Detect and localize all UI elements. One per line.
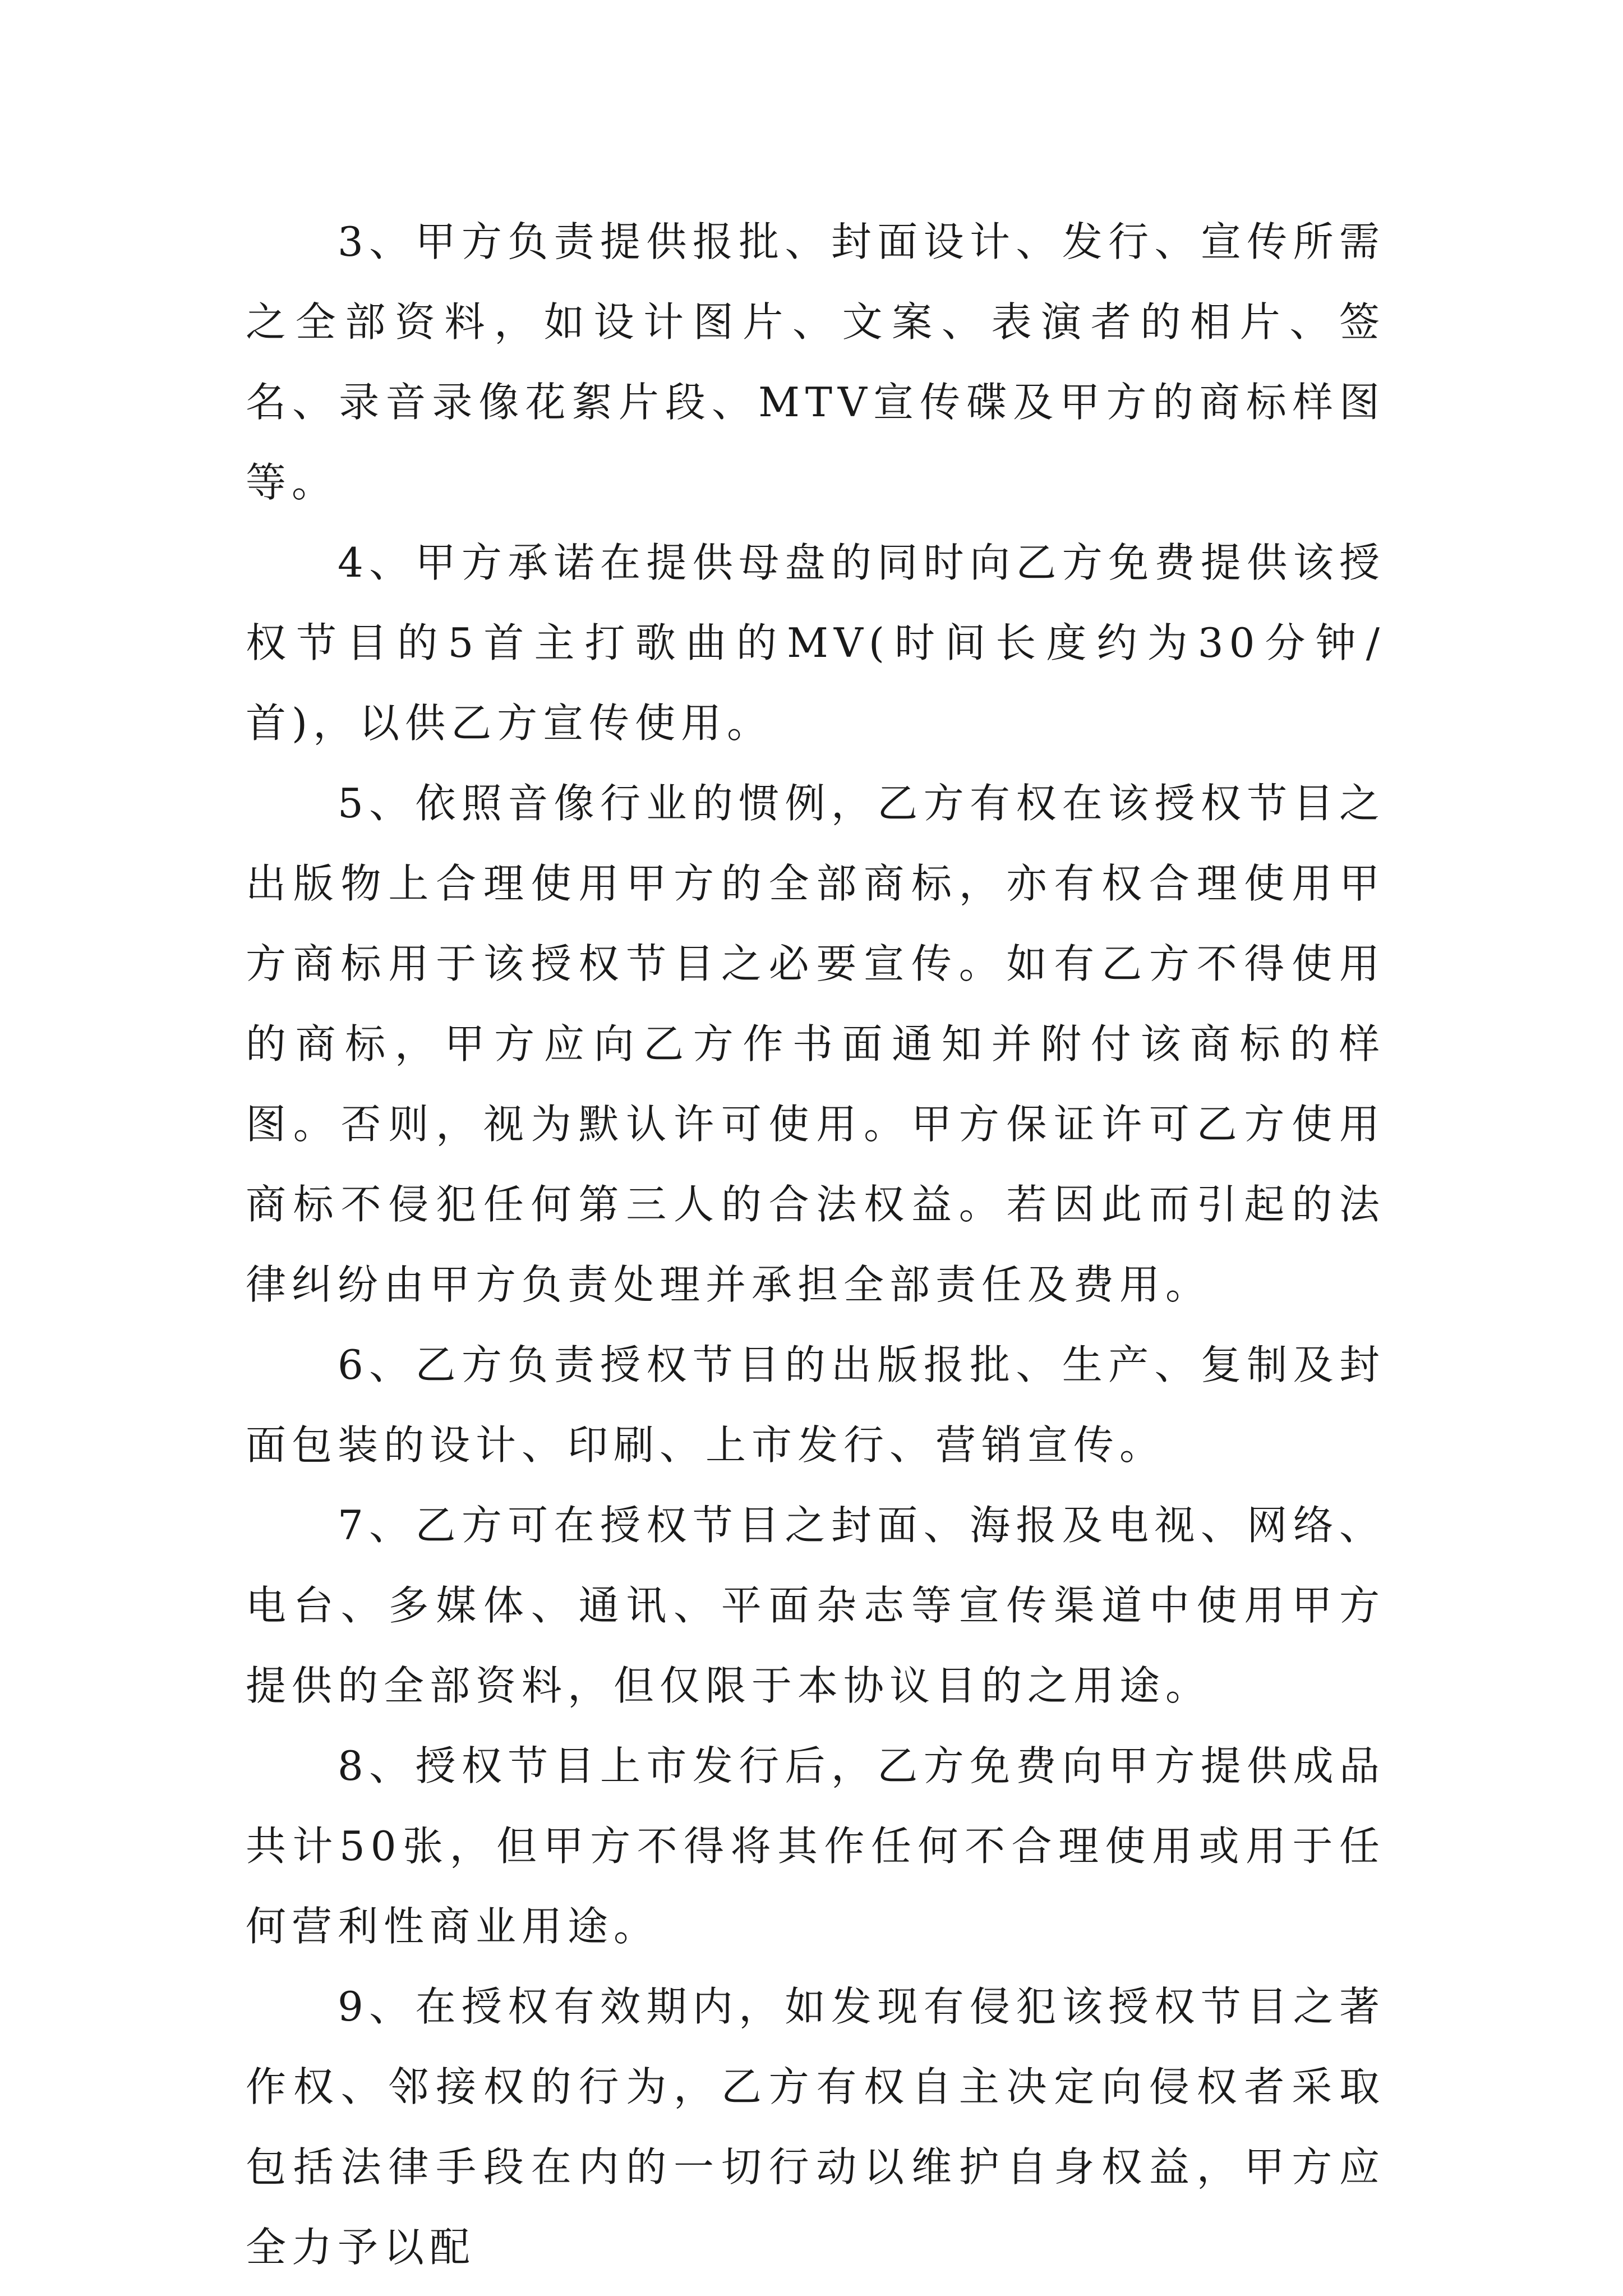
clause-3: 3、甲方负责提供报批、封面设计、发行、宣传所需之全部资料，如设计图片、文案、表演者的相片、签名、录音录像花絮片段、MTV宣传碟及甲方的商标样图等。 [246, 218, 1385, 506]
clause-9: 9、在授权有效期内，如发现有侵犯该授权节目之著作权、邻接权的行为，乙方有权自主决定向侵权者采取包括法律手段在内的一切行动以维护自身权益，甲方应全力予以配 [246, 1983, 1385, 2271]
clause-5: 5、依照音像行业的惯例，乙方有权在该授权节目之出版物上合理使用甲方的全部商标，亦有权合理使用甲方商标用于该授权节目之必要宣传。如有乙方不得使用的商标，甲方应向乙方作书面通知并附付该商标的样图。否则，视为默认许可使用。甲方保证许可乙方使用商标不侵犯任何第三人的合法权益。若因此而引起的法律纠纷由甲方负责处理并承担全部责任及费用。 [246, 780, 1385, 1308]
clause-7: 7、乙方可在授权节目之封面、海报及电视、网络、电台、多媒体、通讯、平面杂志等宣传渠道中使用甲方提供的全部资料，但仅限于本协议目的之用途。 [246, 1502, 1385, 1709]
clause-4: 4、甲方承诺在提供母盘的同时向乙方免费提供该授权节目的5首主打歌曲的MV(时间长度约为30分钟/首)，以供乙方宣传使用。 [246, 539, 1385, 747]
clause-8: 8、授权节目上市发行后，乙方免费向甲方提供成品共计50张，但甲方不得将其作任何不合理使用或用于任何营利性商业用途。 [246, 1742, 1385, 1950]
document-body [246, 202, 1385, 2288]
clause-6: 6、乙方负责授权节目的出版报批、生产、复制及封面包装的设计、印刷、上市发行、营销宣传。 [246, 1341, 1385, 1469]
